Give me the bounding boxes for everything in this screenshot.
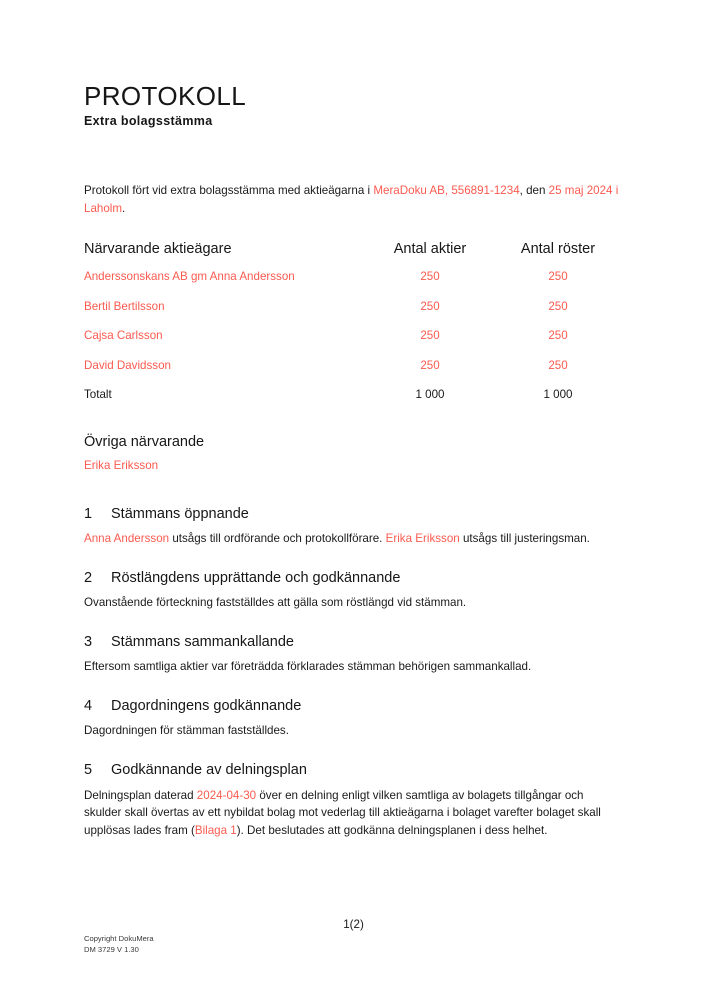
section-heading bbox=[84, 633, 622, 651]
shareholder-shares: 250 bbox=[420, 270, 440, 283]
section-highlight-1: Anna Andersson bbox=[84, 532, 170, 546]
shareholder-votes: 250 bbox=[548, 299, 568, 313]
total-votes: 1 000 bbox=[543, 388, 573, 401]
section-number: 5 bbox=[84, 762, 93, 779]
section-heading bbox=[84, 505, 622, 523]
table-row bbox=[84, 359, 622, 372]
intro-date-place: 25 maj 2024 i Laholm bbox=[84, 184, 619, 215]
footer-document-id: DM 3729 V 1.30 bbox=[84, 944, 139, 954]
intro-text-3: . bbox=[122, 201, 126, 215]
section-5 bbox=[84, 761, 622, 840]
other-attendees-heading: Övriga närvarande bbox=[84, 434, 205, 450]
section-title: Stämmans sammankallande bbox=[111, 634, 294, 651]
shareholder-shares: 250 bbox=[420, 329, 440, 342]
table-row bbox=[84, 270, 622, 283]
section-text-3: ). Det beslutades att godkänna delningsplanen i dess helhet. bbox=[236, 824, 548, 838]
shareholder-votes: 250 bbox=[548, 329, 568, 342]
intro-text-1: Protokoll fört vid extra bolagsstämma med aktieägarna i bbox=[84, 184, 374, 197]
section-highlight-1: 2024-04-30 bbox=[196, 788, 257, 802]
section-text-1: Eftersom samtliga aktier var företrädda förklarades stämman behörigen sammankallad. bbox=[84, 660, 532, 674]
intro-paragraph bbox=[84, 182, 622, 218]
section-1 bbox=[84, 505, 622, 548]
section-title: Dagordningens godkännande bbox=[111, 698, 302, 715]
intro-text-2: , den bbox=[519, 184, 549, 197]
section-body bbox=[84, 722, 622, 740]
footer-copyright: Copyright DokuMera bbox=[84, 934, 154, 943]
total-shares: 1 000 bbox=[415, 388, 445, 401]
intro-company-name: MeraDoku AB, 556891-1234 bbox=[373, 184, 520, 197]
section-number: 2 bbox=[84, 570, 93, 587]
shareholder-name: Bertil Bertilsson bbox=[84, 299, 165, 313]
section-body bbox=[84, 658, 622, 676]
table-row bbox=[84, 300, 622, 313]
section-number: 4 bbox=[84, 698, 93, 715]
column-header-name: Närvarande aktieägare bbox=[84, 241, 232, 257]
section-2 bbox=[84, 569, 622, 612]
shareholder-name: Anderssonskans AB gm Anna Andersson bbox=[84, 270, 295, 283]
section-text-3: utsågs till justeringsman. bbox=[459, 532, 590, 546]
shareholder-name: Cajsa Carlsson bbox=[84, 329, 163, 342]
section-text-1: Ovanstående förteckning fastställdes att gälla som röstlängd vid stämman. bbox=[84, 596, 467, 610]
section-heading bbox=[84, 761, 622, 779]
section-title: Röstlängdens upprättande och godkännande bbox=[111, 570, 401, 587]
section-text-2: utsågs till ordförande och protokollförare. bbox=[169, 532, 386, 546]
shareholder-votes: 250 bbox=[548, 358, 568, 372]
shareholder-votes: 250 bbox=[548, 270, 568, 283]
section-text-1: Delningsplan daterad bbox=[84, 788, 197, 802]
numbered-sections bbox=[84, 505, 622, 861]
section-body bbox=[84, 594, 622, 612]
section-title: Stämmans öppnande bbox=[111, 506, 249, 522]
section-body bbox=[84, 530, 622, 548]
table-header-row bbox=[84, 241, 622, 257]
section-heading bbox=[84, 569, 622, 587]
section-text-2: över en delning enligt vilken samtliga av bolagets tillgångar och skulder skall övertas av ett nybildat bolag mot vederlag till aktieägarna i bolaget varefter bolaget skall upplösas lades fram ( bbox=[84, 788, 601, 838]
section-highlight-2: Bilaga 1 bbox=[194, 824, 237, 838]
page-number: 1(2) bbox=[343, 918, 364, 931]
section-body bbox=[84, 787, 622, 841]
other-attendee-name: Erika Eriksson bbox=[84, 459, 159, 472]
shareholder-shares: 250 bbox=[420, 358, 440, 372]
table-row bbox=[84, 329, 622, 342]
shareholder-name: David Davidsson bbox=[84, 358, 171, 372]
section-number: 3 bbox=[84, 634, 93, 651]
page-subtitle: Extra bolagsstämma bbox=[84, 114, 213, 129]
shareholder-shares: 250 bbox=[420, 299, 440, 313]
section-number: 1 bbox=[84, 506, 93, 522]
table-total-row bbox=[84, 388, 622, 401]
other-attendees-section bbox=[84, 434, 622, 472]
section-highlight-2: Erika Eriksson bbox=[385, 532, 460, 546]
shareholders-table bbox=[84, 241, 622, 401]
total-label: Totalt bbox=[84, 388, 112, 401]
column-header-shares: Antal aktier bbox=[393, 241, 467, 257]
section-text-1: Dagordningen för stämman fastställdes. bbox=[84, 724, 289, 738]
section-3 bbox=[84, 633, 622, 676]
section-heading bbox=[84, 697, 622, 715]
document-content bbox=[84, 81, 622, 838]
section-title: Godkännande av delningsplan bbox=[111, 762, 307, 779]
section-4 bbox=[84, 697, 622, 740]
column-header-votes: Antal röster bbox=[520, 241, 596, 257]
page-title: PROTOKOLL bbox=[84, 81, 247, 111]
document-footer bbox=[84, 934, 154, 956]
